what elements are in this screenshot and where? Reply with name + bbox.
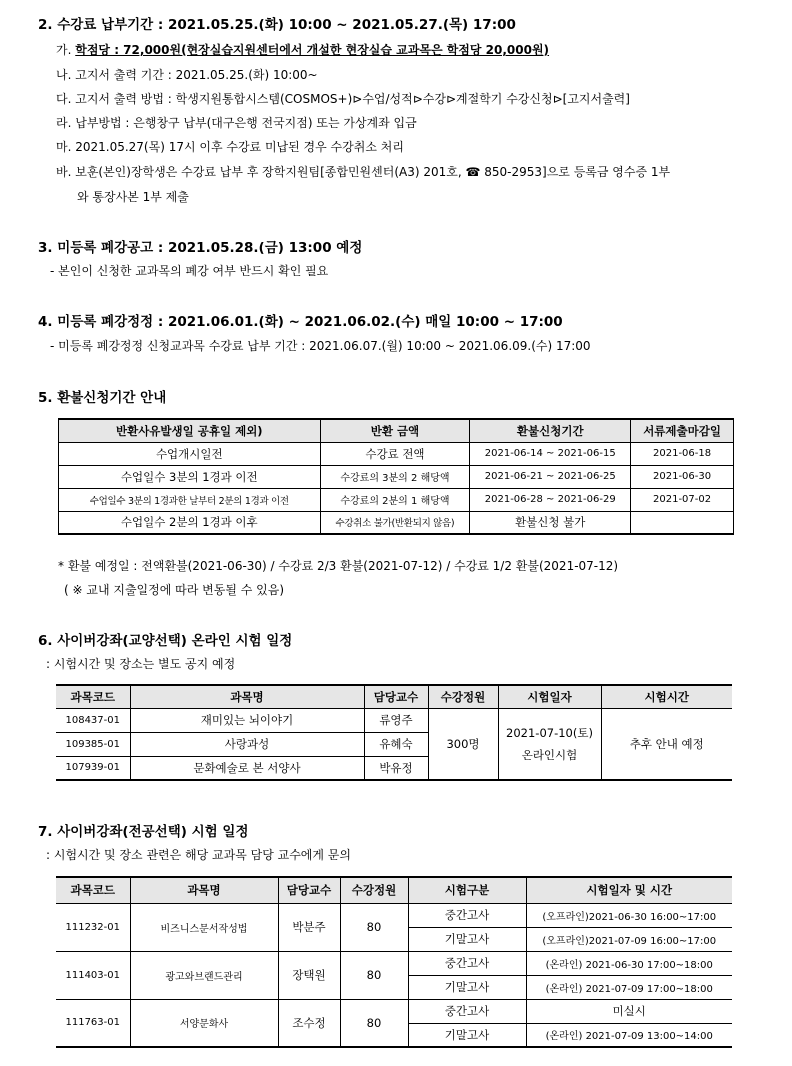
exam-type: 기말고사 — [408, 975, 526, 999]
exam-date — [498, 708, 601, 780]
major-table-header — [56, 877, 732, 903]
refund-header-cell: 반환 금액 — [320, 419, 470, 442]
section-7-heading: 7. 사이버강좌(전공선택) 시험 일정 — [38, 824, 249, 840]
header-cell: 과목코드 — [56, 685, 130, 708]
table-row — [59, 488, 734, 511]
s7-sub: : 시험시간 및 장소 관련은 해당 교과목 담당 교수에게 문의 — [46, 848, 351, 862]
s2-item-a-text: 학점당 : 72,000원(현장실습지원센터에서 개설한 현장실습 교과목은 학점당 20,000원) — [75, 43, 550, 57]
s2-item-f: 바. 보훈(본인)장학생은 수강료 납부 후 장학지원팀[종합민원센터(A3) 201호, ☎ 850-2953]으로 등록금 영수증 1부 — [56, 165, 671, 179]
table-cell: 환불신청 불가 — [470, 511, 631, 534]
course-name: 재미있는 뇌이야기 — [130, 708, 364, 732]
table-cell — [631, 511, 734, 534]
course-code: 111763-01 — [56, 999, 130, 1047]
header-cell: 과목코드 — [56, 877, 130, 903]
exam-type: 기말고사 — [408, 1023, 526, 1047]
s2-item-f-cont: 와 통장사본 1부 제출 — [77, 190, 189, 204]
header-cell: 담당교수 — [278, 877, 340, 903]
exam-datetime: (온라인) 2021-06-30 17:00~18:00 — [526, 951, 732, 975]
table-cell: 2021-06-21 ~ 2021-06-25 — [470, 465, 631, 488]
refund-header-cell: 서류제출마감일 — [631, 419, 734, 442]
liberal-exam-table — [56, 684, 732, 781]
table-cell: 수강료 전액 — [320, 442, 470, 465]
exam-datetime: (오프라인)2021-06-30 16:00~17:00 — [526, 903, 732, 927]
s2-item-b: 나. 고지서 출력 기간 : 2021.05.25.(화) 10:00~ — [56, 68, 318, 82]
table-cell: 수업일수 3분의 1경과한 날부터 2분의 1경과 이전 — [59, 488, 321, 511]
exam-date-line: 2021-07-10(토) — [506, 725, 593, 740]
section-2-heading: 2. 수강료 납부기간 : 2021.05.25.(화) 10:00 ~ 2021.05.27.(목) 17:00 — [38, 17, 516, 33]
header-cell: 담당교수 — [364, 685, 428, 708]
course-name: 비즈니스문서작성법 — [130, 903, 278, 951]
table-cell: 2021-06-18 — [631, 442, 734, 465]
s2-item-a-prefix: 가. — [56, 43, 72, 57]
exam-type: 중간고사 — [408, 903, 526, 927]
table-cell: 수업개시일전 — [59, 442, 321, 465]
table-cell: 2021-06-14 ~ 2021-06-15 — [470, 442, 631, 465]
s2-item-c: 다. 고지서 출력 방법 : 학생지원통합시스템(COSMOS+)⊳수업/성적⊳수강⊳계절학기 수강신청⊳[고지서출력] — [56, 92, 630, 106]
refund-note: * 환불 예정일 : 전액환불(2021-06-30) / 수강료 2/3 환불(2021-07-12) / 수강료 1/2 환불(2021-07-12) — [58, 559, 619, 573]
table-cell: 수강취소 불가(반환되지 않음) — [320, 511, 470, 534]
exam-mode-line: 온라인시험 — [521, 747, 578, 762]
table-cell: 2021-06-30 — [631, 465, 734, 488]
header-cell: 시험일자 — [498, 685, 601, 708]
table-row — [56, 708, 732, 732]
header-cell: 수강정원 — [340, 877, 408, 903]
refund-header-cell: 환불신청기간 — [470, 419, 631, 442]
s4-line: - 미등록 폐강정정 신청교과목 수강료 납부 기간 : 2021.06.07.(월) 10:00 ~ 2021.06.09.(수) 17:00 — [50, 339, 591, 353]
exam-datetime: (온라인) 2021-07-09 13:00~14:00 — [526, 1023, 732, 1047]
refund-table — [58, 418, 734, 535]
table-cell: 수강료의 3분의 2 해당액 — [320, 465, 470, 488]
course-code: 107939-01 — [56, 756, 130, 780]
table-row — [56, 951, 732, 975]
course-name: 사랑과성 — [130, 732, 364, 756]
table-cell: 2021-07-02 — [631, 488, 734, 511]
course-code: 108437-01 — [56, 708, 130, 732]
course-capacity: 80 — [340, 999, 408, 1047]
header-cell: 과목명 — [130, 877, 278, 903]
header-cell: 시험구분 — [408, 877, 526, 903]
course-professor: 조수정 — [278, 999, 340, 1047]
table-cell: 수업일수 2분의 1경과 이후 — [59, 511, 321, 534]
refund-note-sub: ( ※ 교내 지출일정에 따라 변동될 수 있음) — [64, 583, 285, 597]
section-3-heading: 3. 미등록 폐강공고 : 2021.05.28.(금) 13:00 예정 — [38, 240, 363, 256]
course-professor: 장택원 — [278, 951, 340, 999]
exam-time: 추후 안내 예정 — [601, 708, 732, 780]
section-6-heading: 6. 사이버강좌(교양선택) 온라인 시험 일정 — [38, 633, 293, 649]
section-5-heading: 5. 환불신청기간 안내 — [38, 390, 167, 406]
course-capacity: 80 — [340, 903, 408, 951]
course-code: 109385-01 — [56, 732, 130, 756]
s2-item-d: 라. 납부방법 : 은행창구 납부(대구은행 전국지점) 또는 가상계좌 입금 — [56, 116, 417, 130]
course-name: 서양문화사 — [130, 999, 278, 1047]
course-professor: 류영주 — [364, 708, 428, 732]
table-row — [56, 999, 732, 1023]
course-code: 111403-01 — [56, 951, 130, 999]
table-cell: 2021-06-28 ~ 2021-06-29 — [470, 488, 631, 511]
exam-type: 기말고사 — [408, 927, 526, 951]
exam-type: 중간고사 — [408, 951, 526, 975]
course-code: 111232-01 — [56, 903, 130, 951]
s6-sub: : 시험시간 및 장소는 별도 공지 예정 — [46, 657, 236, 671]
exam-datetime: 미실시 — [526, 999, 732, 1023]
liberal-table-header — [56, 685, 732, 708]
s3-line: - 본인이 신청한 교과목의 폐강 여부 반드시 확인 필요 — [50, 264, 329, 278]
course-professor: 박분주 — [278, 903, 340, 951]
section-4-heading: 4. 미등록 폐강정정 : 2021.06.01.(화) ~ 2021.06.02.(수) 매일 10:00 ~ 17:00 — [38, 314, 563, 330]
table-cell: 수업일수 3분의 1경과 이전 — [59, 465, 321, 488]
s2-item-e: 마. 2021.05.27(목) 17시 이후 수강료 미납된 경우 수강취소 처리 — [56, 140, 404, 154]
exam-datetime: (오프라인)2021-07-09 16:00~17:00 — [526, 927, 732, 951]
course-professor: 유혜숙 — [364, 732, 428, 756]
refund-header-cell: 반환사유발생일 공휴일 제외) — [59, 419, 321, 442]
course-capacity: 80 — [340, 951, 408, 999]
header-cell: 시험시간 — [601, 685, 732, 708]
table-row — [59, 465, 734, 488]
course-name: 광고와브랜드관리 — [130, 951, 278, 999]
table-row — [59, 511, 734, 534]
header-cell: 과목명 — [130, 685, 364, 708]
table-row — [59, 442, 734, 465]
exam-datetime: (온라인) 2021-07-09 17:00~18:00 — [526, 975, 732, 999]
major-exam-table — [56, 876, 732, 1048]
s2-item-a — [56, 41, 549, 58]
header-cell: 시험일자 및 시간 — [526, 877, 732, 903]
header-cell: 수강정원 — [428, 685, 498, 708]
course-professor: 박유정 — [364, 756, 428, 780]
table-cell: 수강료의 2분의 1 해당액 — [320, 488, 470, 511]
exam-type: 중간고사 — [408, 999, 526, 1023]
refund-table-header — [59, 419, 734, 442]
course-name: 문화예술로 본 서양사 — [130, 756, 364, 780]
course-capacity: 300명 — [428, 708, 498, 780]
table-row — [56, 903, 732, 927]
